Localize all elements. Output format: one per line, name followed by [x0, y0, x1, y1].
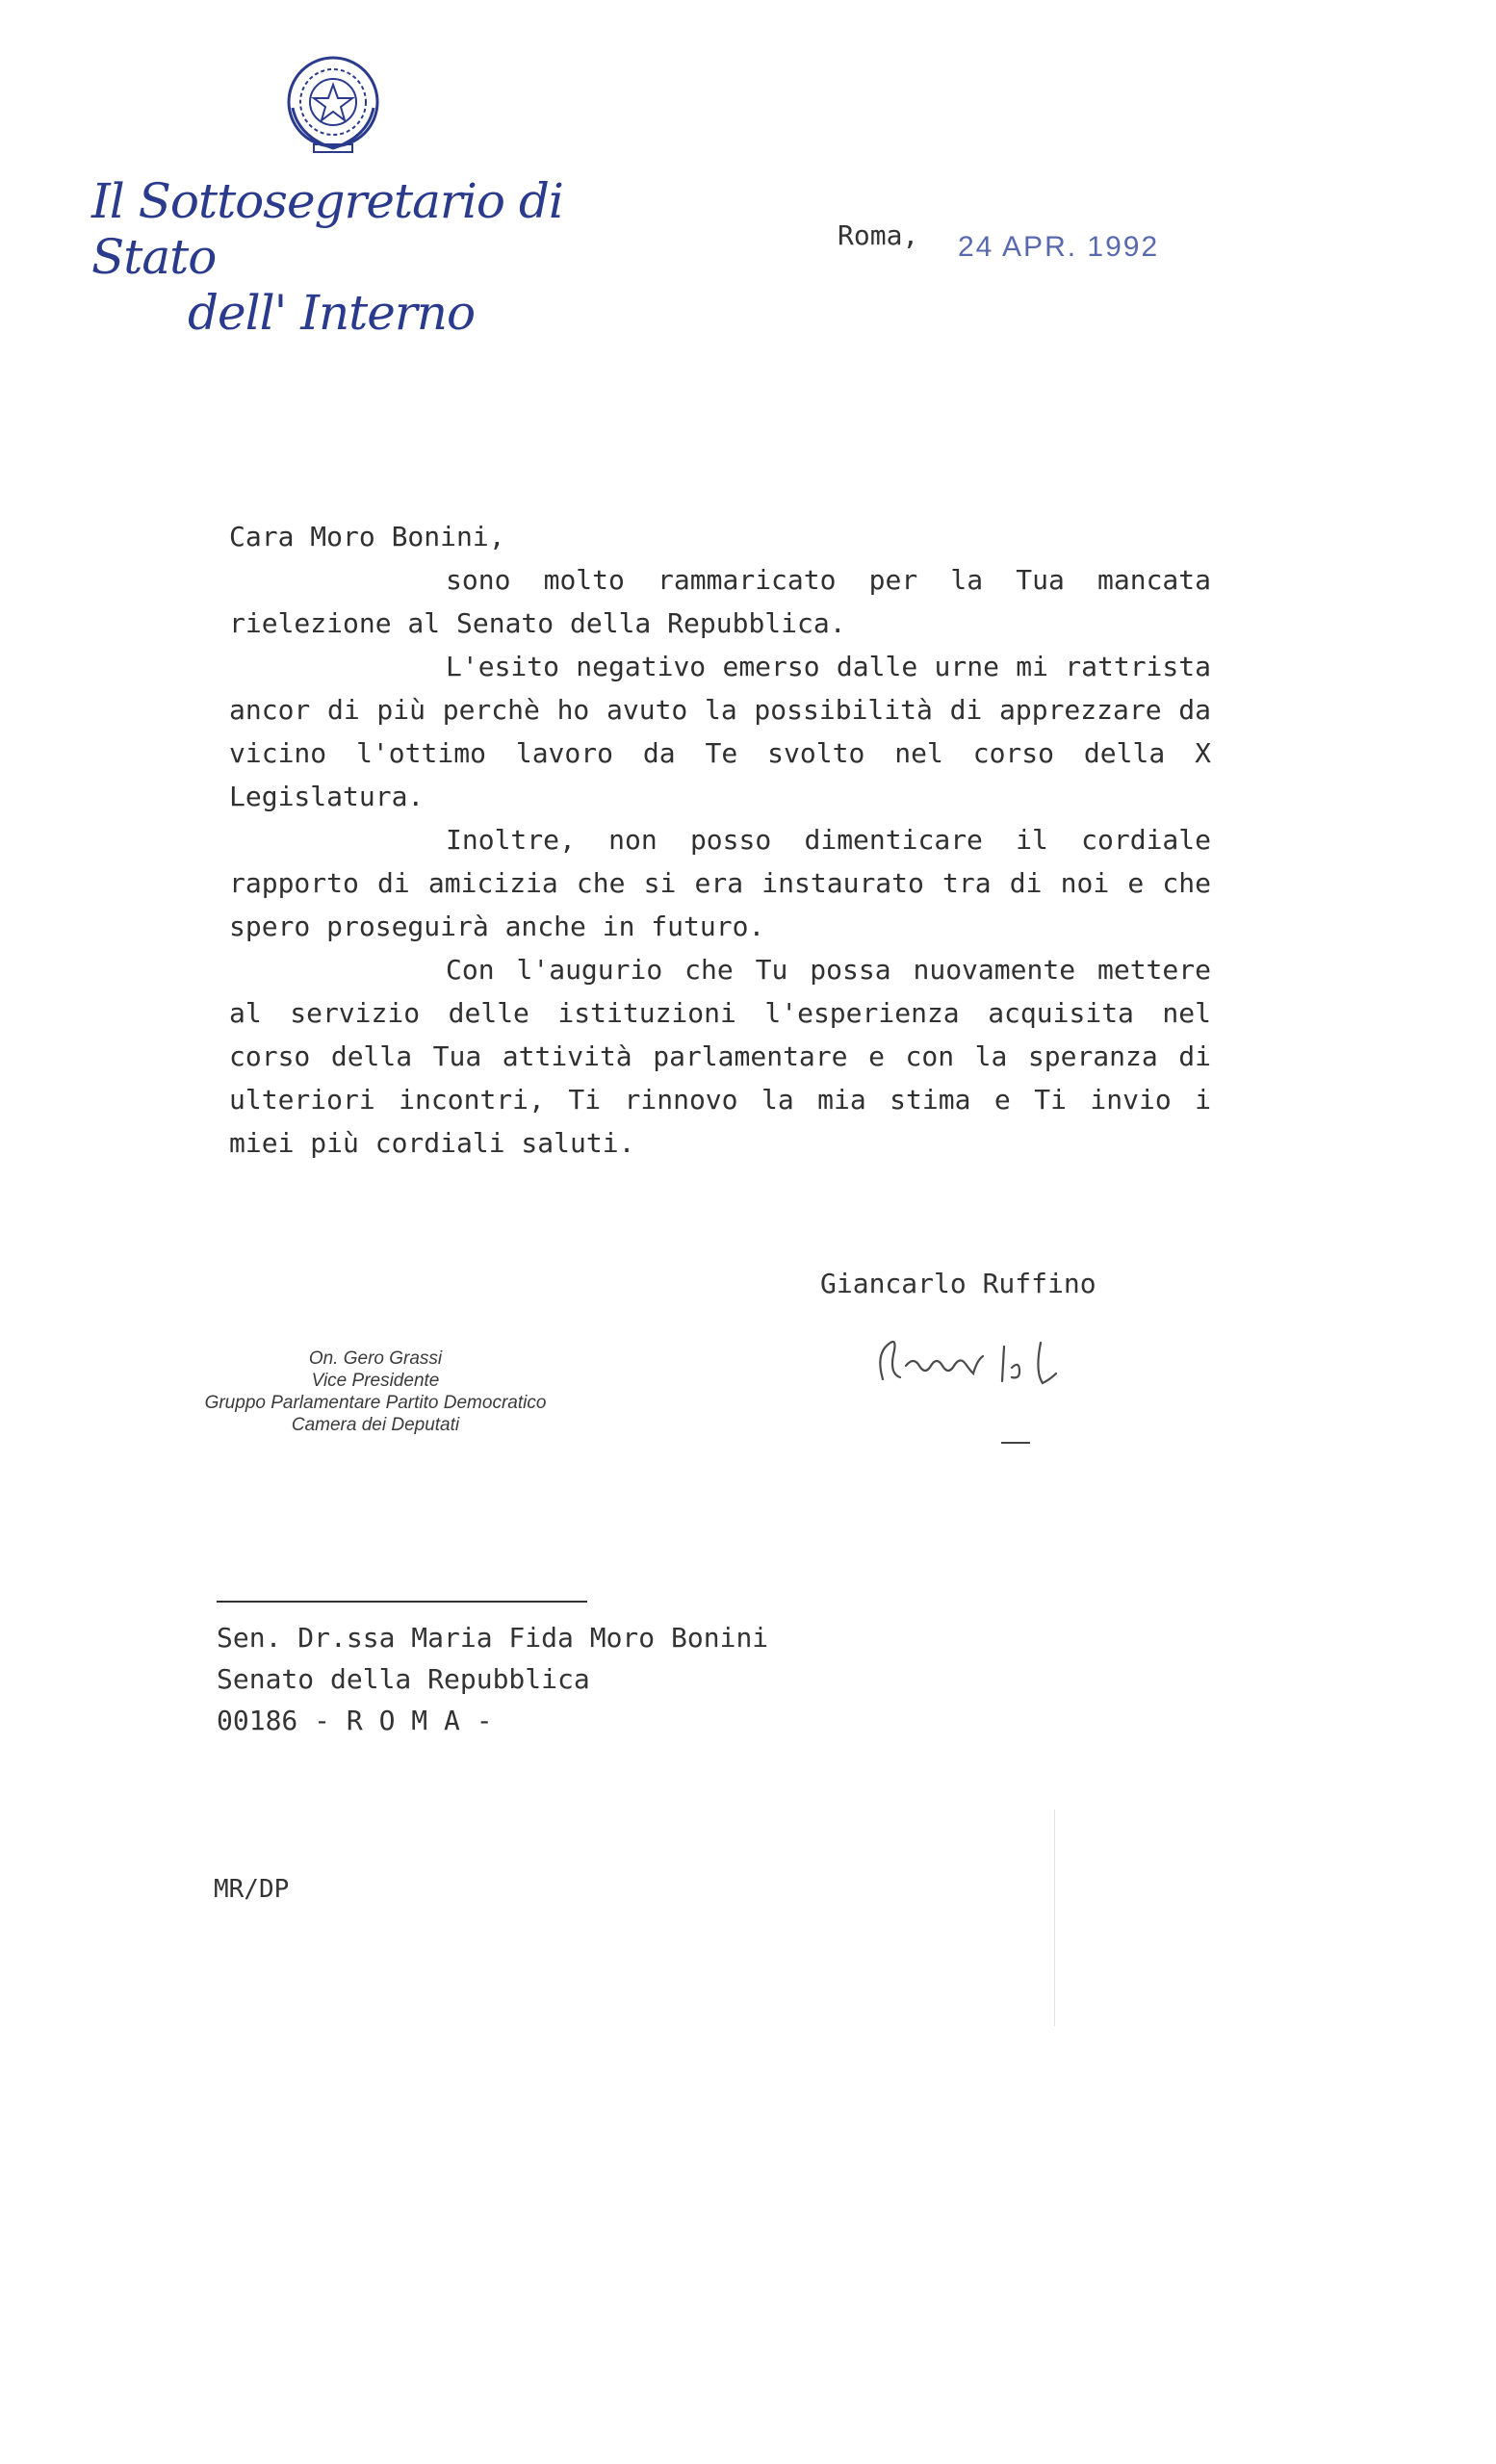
letter-body: [229, 515, 1211, 1165]
recipient-address: [217, 1617, 768, 1741]
signature-dash: [1001, 1442, 1030, 1444]
paragraph-3: Inoltre, non posso dimenticare il cordiale rapporto di amicizia che si era instaurato tra di noi e che spero proseguirà anche in futuro.: [229, 824, 1211, 942]
salutation: Cara Moro Bonini,: [229, 521, 505, 552]
letterhead: [91, 173, 611, 341]
address-line-2: Senato della Repubblica: [217, 1663, 590, 1695]
stamp-line-1: On. Gero Grassi: [308, 1348, 443, 1369]
date-place: Roma,: [838, 219, 919, 251]
reference-initials: MR/DP: [214, 1875, 290, 1904]
stamp-line-3: Gruppo Parlamentare Partito Democratico: [204, 1393, 547, 1413]
signer-name: Giancarlo Ruffino: [820, 1268, 1096, 1299]
scan-mark: [1054, 1810, 1055, 2026]
date-stamp: 24 APR. 1992: [958, 231, 1160, 263]
address-rule: [217, 1601, 587, 1603]
stamp-line-4: Camera dei Deputati: [291, 1415, 460, 1435]
handwritten-signature: [871, 1323, 1102, 1400]
stamp-line-2: Vice Presidente: [311, 1371, 440, 1391]
office-stamp: [164, 1348, 587, 1436]
address-line-1: Sen. Dr.ssa Maria Fida Moro Bonini: [217, 1622, 769, 1654]
address-line-3: 00186 - R O M A -: [217, 1705, 493, 1736]
letterhead-line-1: Il Sottosegretario di Stato: [91, 173, 563, 285]
paragraph-4: Con l'augurio che Tu possa nuovamente mettere al servizio delle istituzioni l'esperienza acquisita nel corso della Tua attività parlamentare e con la speranza di ulteriori incontri, Ti rinnovo la mia stima e Ti invio i miei più cordiali saluti.: [229, 954, 1211, 1159]
letterhead-line-2: dell' Interno: [188, 285, 476, 341]
paragraph-2: L'esito negativo emerso dalle urne mi rattrista ancor di più perchè ho avuto la possibilità di apprezzare da vicino l'ottimo lavoro da Te svolto nel corso della X Legislatura.: [229, 651, 1211, 812]
italian-republic-emblem-icon: [279, 50, 387, 158]
paragraph-1: sono molto rammaricato per la Tua mancata rielezione al Senato della Repubblica.: [229, 564, 1211, 639]
